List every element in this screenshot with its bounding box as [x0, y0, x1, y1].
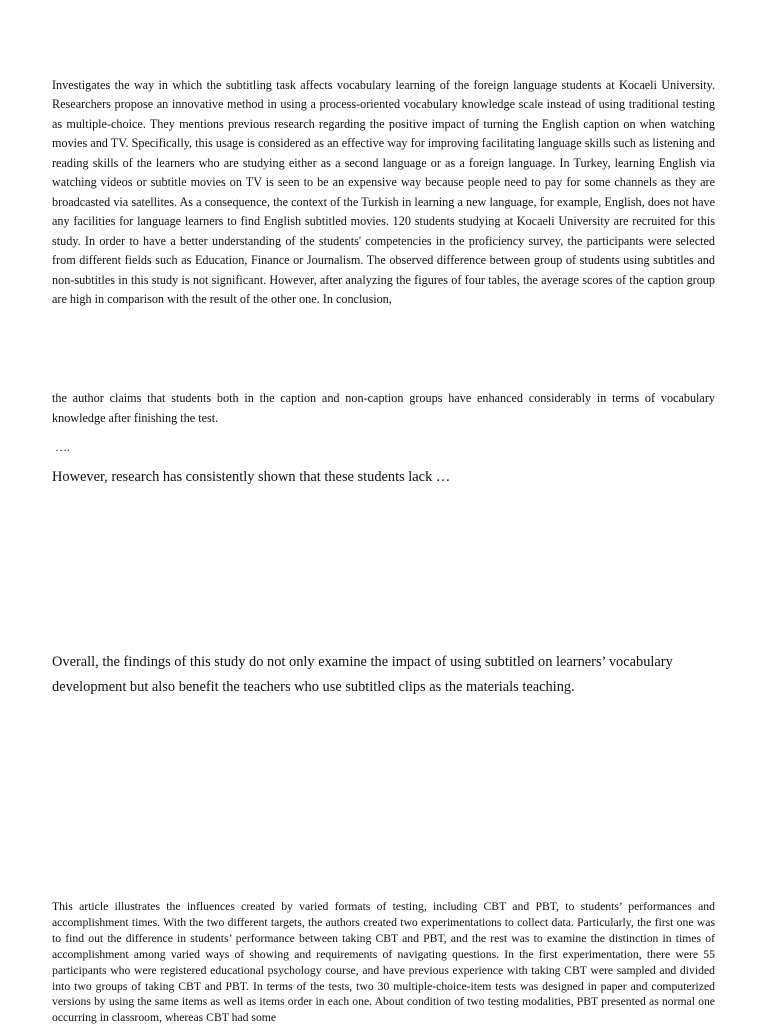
paragraph-subtitling-study: Investigates the way in which the subtitling task affects vocabulary learning of the foreign language students at Kocaeli University. Researchers propose an innovative method in using a process-oriented vocabulary knowledge scale instead of using traditional testing as multiple-choice. They mentions previous research regarding the positive impact of turning the English caption on when watching movies and TV. Specifically, this usage is considered as an effective way for improving facilitating language skills such as listening and reading skills of the learners who are studying either as a second language or as a foreign language. In Turkey, learning English via watching videos or subtitle movies on TV is seen to be an expensive way because people need to pay for some channels as they are broadcasted via satellites. As a consequence, the context of the Turkish in learning a new language, for example, English, does not have any facilities for language learners to find English subtitled movies. 120 students studying at Kocaeli University are recruited for this study. In order to have a better understanding of the students' competencies in the proficiency survey, the participants were selected from different fields such as Education, Finance or Journalism. The observed difference between group of students using subtitles and non-subtitles in this study is not significant. However, after analyzing the figures of four tables, the average scores of the caption group are high in comparison with the result of the other one. In conclusion,	[52, 78, 715, 306]
paragraph-overall-findings: Overall, the findings of this study do not only examine the impact of using subtitled on learners’ vocabulary development but also benefit the teachers who use subtitled clips as the materials teaching.	[52, 654, 673, 695]
paragraph-research-lack: However, research has consistently shown that these students lack …	[52, 469, 451, 485]
paragraph-cbt-pbt-article: This article illustrates the influences created by varied formats of testing, including CBT and PBT, to students’ performances and accomplishment times. With the two different targets, the authors created two experimentations to collect data. Particularly, the first one was to find out the difference in students’ performance between taking CBT and PBT, and the rest was to examine the distinction in times of accomplishment among varied ways of showing and requirements of navigating questions. In the first experimentation, there were 55 participants who were registered educational psychology course, and have previous experience with taking CBT were sampled and divided into two groups of taking CBT and PBT. In terms of the tests, two 30 multiple-choice-item tests was designed in paper and computerized versions by using the same items as well as items order in each one. About condition of two testing modalities, PBT presented as normal one occurring in classroom, whereas CBT had some	[52, 900, 715, 1024]
ellipsis-line: ….	[55, 440, 70, 454]
paragraph-author-claims: the author claims that students both in the caption and non-caption groups have enhanced considerably in terms of vocabulary knowledge after finishing the test.	[52, 391, 715, 425]
